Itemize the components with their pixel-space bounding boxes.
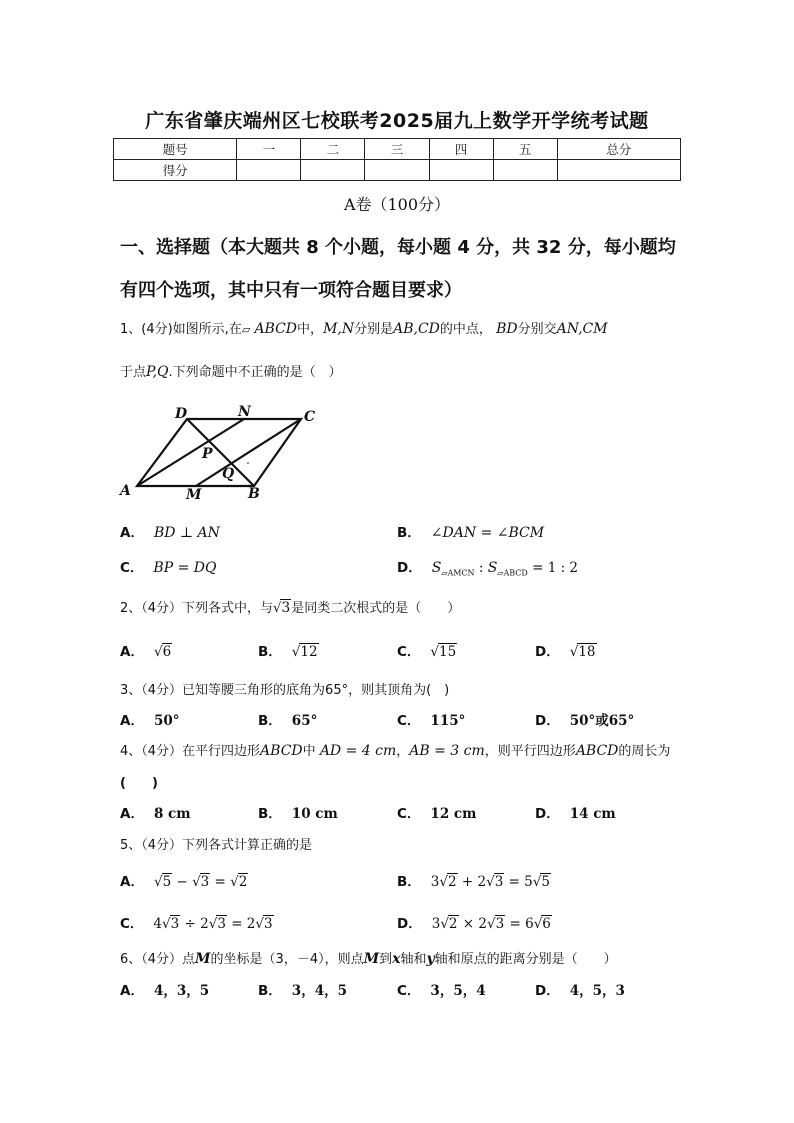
option-label: C．	[397, 644, 421, 660]
option-label: B．	[258, 713, 282, 729]
score-table-cell: 总分	[557, 139, 680, 160]
score-table-cell: 得分	[114, 160, 237, 181]
label-d: D	[175, 406, 188, 422]
label-n: N	[238, 404, 251, 420]
sqrt-symbol: √	[255, 916, 264, 932]
score-table-cell: 一	[237, 139, 301, 160]
sqrt-symbol: √	[153, 874, 163, 890]
q5-option-b[interactable]	[397, 870, 551, 890]
q6-math: y	[426, 951, 435, 967]
radicand: 3	[200, 874, 210, 890]
q6-math: x	[392, 951, 401, 967]
q4-text: ，则平行四边形	[484, 744, 576, 759]
sqrt-symbol: √	[192, 874, 201, 890]
parallelogram-symbol: ▱	[241, 323, 251, 336]
score-table-empty-cell	[493, 160, 557, 181]
option-text: 50°	[153, 713, 180, 729]
question-4-line1	[120, 740, 670, 759]
option-text: =	[210, 874, 231, 890]
q1-math: BD	[496, 321, 518, 337]
option-text: 4	[153, 916, 163, 932]
q6-text: 的坐标是（3，－4），则点	[210, 952, 364, 967]
sqrt-symbol: √	[430, 644, 440, 660]
label-b: B	[248, 486, 260, 502]
q6-option-d[interactable]	[535, 979, 625, 999]
option-text: = 1 : 2	[527, 560, 578, 576]
q1-text: 中，	[297, 322, 324, 337]
q4-math: ABCD	[260, 743, 303, 759]
q6-option-a[interactable]	[120, 979, 209, 999]
option-text: BD ⊥ AN	[153, 525, 220, 541]
q4-math: AB = 3 cm	[409, 743, 485, 759]
q4-option-a[interactable]	[120, 802, 191, 822]
radicand: 6	[542, 916, 551, 932]
q1-option-c[interactable]	[120, 556, 216, 576]
sqrt-symbol: √	[291, 644, 301, 660]
score-table-cell: 五	[493, 139, 557, 160]
option-text: ▱ABCD	[497, 568, 528, 578]
radicand: 5	[541, 874, 550, 890]
score-table-score-row	[114, 160, 681, 181]
option-label: C．	[397, 806, 421, 822]
option-text: 115°	[430, 713, 466, 729]
option-label: B．	[258, 644, 282, 660]
q4-option-d[interactable]	[535, 802, 616, 822]
q1-math: ABCD	[254, 321, 298, 337]
score-table-cell: 二	[301, 139, 365, 160]
section-heading-line1: 一、选择题（本大题共 8 个小题，每小题 4 分，共 32 分，每小题均	[120, 237, 676, 258]
option-text: 4，3，5	[153, 983, 210, 999]
sqrt-symbol: √	[162, 916, 171, 932]
q4-text: 4、（4分）在平行四边形	[120, 744, 261, 759]
option-label: A．	[120, 644, 144, 660]
option-text: 3，5，4	[430, 983, 486, 999]
q2-option-d[interactable]	[535, 640, 597, 660]
option-text: 14 cm	[569, 806, 616, 822]
q6-text: 轴和	[400, 952, 427, 967]
option-label: D．	[397, 560, 422, 576]
radicand: 15	[439, 644, 457, 660]
option-label: D．	[535, 983, 560, 999]
option-label: A．	[120, 874, 144, 890]
radicand: 12	[300, 644, 318, 660]
option-label: B．	[258, 983, 282, 999]
option-label: B．	[258, 806, 282, 822]
score-table-cell: 题号	[114, 139, 237, 160]
option-text: ∠DAN = ∠BCM	[430, 525, 545, 541]
q6-text: 轴和原点的距离分别是（ ）	[434, 952, 617, 967]
question-2	[120, 597, 460, 616]
score-table-empty-cell	[301, 160, 365, 181]
q4-text: 的周长为	[618, 744, 671, 759]
radicand: 6	[162, 644, 172, 660]
radicand: 3	[170, 916, 180, 932]
score-table-header-row	[114, 139, 681, 160]
q2-text: 是同类二次根式的是（ ）	[291, 601, 461, 616]
score-table-cell: 四	[429, 139, 493, 160]
option-text: 12 cm	[430, 806, 477, 822]
sqrt-symbol: √	[532, 874, 542, 890]
option-text: 4，5，3	[569, 983, 625, 999]
radicand: 3	[495, 916, 505, 932]
label-p: P	[202, 446, 213, 462]
option-label: C．	[120, 560, 144, 576]
radicand: 3	[494, 874, 504, 890]
line-bd	[187, 419, 254, 486]
radicand: 2	[448, 874, 457, 890]
option-text: 65°	[291, 713, 318, 729]
option-text: 3，4，5	[291, 983, 347, 999]
question-1-line2	[120, 361, 342, 380]
question-4-line2: ( )	[120, 776, 158, 791]
radicand: 2	[238, 874, 248, 890]
label-m: M	[186, 487, 202, 503]
option-label: A．	[120, 983, 144, 999]
option-label: C．	[397, 713, 421, 729]
option-text: ÷ 2	[180, 916, 209, 932]
option-label: A．	[120, 525, 144, 541]
q4-option-b[interactable]	[258, 802, 338, 822]
option-text: −	[172, 874, 193, 890]
figure-dot	[247, 462, 249, 464]
score-table-empty-cell	[557, 160, 680, 181]
sqrt-symbol: √	[208, 916, 218, 932]
q4-math: AD = 4 cm	[319, 743, 397, 759]
option-text: 10 cm	[291, 806, 338, 822]
option-label: D．	[535, 806, 560, 822]
q2-option-b[interactable]	[258, 640, 319, 660]
sqrt-symbol: √	[439, 874, 448, 890]
option-text: ▱AMCN	[441, 568, 475, 578]
option-text: 50°或65°	[569, 713, 635, 729]
q1-math: P,Q	[146, 364, 169, 380]
option-text: × 2	[458, 916, 487, 932]
option-text: S	[431, 560, 442, 576]
q1-math: AB,CD	[393, 321, 440, 337]
q3-option-a[interactable]	[120, 709, 180, 729]
score-table	[113, 138, 681, 181]
option-label: D．	[535, 713, 560, 729]
option-text: BP = DQ	[153, 560, 217, 576]
q1-text: 的中点，	[439, 322, 492, 337]
option-text: 3	[431, 916, 441, 932]
q5-option-c[interactable]	[120, 912, 274, 932]
volume-heading: A卷（100分）	[343, 195, 451, 214]
q6-math: M	[363, 951, 380, 967]
question-5: 5、（4分）下列各式计算正确的是	[120, 838, 313, 853]
radicand: 2	[448, 916, 458, 932]
label-c: C	[304, 409, 316, 425]
option-label: D．	[535, 644, 560, 660]
label-q: Q	[222, 466, 235, 482]
option-label: A．	[120, 806, 144, 822]
q4-text: 中	[302, 744, 316, 759]
sqrt-symbol: √	[486, 874, 495, 890]
score-table-empty-cell	[237, 160, 301, 181]
radicand: 3	[217, 916, 226, 932]
q1-math: AN,CM	[556, 321, 608, 337]
option-label: A．	[120, 713, 144, 729]
q3-option-b[interactable]	[258, 709, 317, 729]
option-label: B．	[397, 874, 421, 890]
radicand: 3	[281, 600, 291, 616]
q1-option-a[interactable]	[120, 521, 220, 541]
q6-math: M	[195, 951, 211, 967]
score-table-empty-cell	[365, 160, 429, 181]
option-label: C．	[397, 983, 421, 999]
q3-option-d[interactable]	[535, 709, 634, 729]
q4-option-c[interactable]	[397, 802, 476, 822]
q1-text: 分别交	[517, 322, 557, 337]
option-text: = 2	[226, 916, 256, 932]
option-label: B．	[397, 525, 421, 541]
q6-text: 6、（4分）点	[120, 952, 196, 967]
section-heading-line2: 有四个选项，其中只有一项符合题目要求）	[120, 280, 462, 301]
q1-option-d[interactable]	[397, 556, 578, 578]
option-text: :	[474, 560, 488, 576]
option-text: 3	[430, 874, 440, 890]
q1-text: 分别是	[354, 322, 394, 337]
question-1-line1	[120, 318, 608, 337]
q2-text: 2、（4分）下列各式中，与	[120, 601, 274, 616]
sqrt-symbol: √	[569, 644, 579, 660]
q2-option-c[interactable]	[397, 640, 457, 660]
sqrt-symbol: √	[533, 916, 543, 932]
sqrt-symbol: √	[440, 916, 449, 932]
score-table-cell: 三	[365, 139, 429, 160]
option-text: = 6	[505, 916, 534, 932]
option-text: = 5	[504, 874, 533, 890]
sqrt-symbol: √	[153, 644, 163, 660]
q6-option-b[interactable]	[258, 979, 347, 999]
radicand: 3	[264, 916, 273, 932]
score-table-empty-cell	[429, 160, 493, 181]
q1-text: 1、(4分)如图所示,在	[120, 322, 242, 337]
question-3: 3、（4分）已知等腰三角形的底角为65°，则其顶角为( )	[120, 683, 450, 698]
option-text: + 2	[457, 874, 487, 890]
q2-option-a[interactable]	[120, 640, 172, 660]
q5-option-a[interactable]	[120, 870, 248, 890]
label-a: A	[120, 483, 131, 499]
option-text: 8 cm	[153, 806, 191, 822]
sqrt-symbol: √	[273, 601, 282, 616]
q4-text: ，	[396, 744, 410, 759]
q4-math: ABCD	[575, 743, 619, 759]
page-title: 广东省肇庆端州区七校联考2025届九上数学开学统考试题	[145, 110, 649, 132]
sqrt-symbol: √	[487, 916, 496, 932]
radicand: 5	[162, 874, 172, 890]
q6-option-c[interactable]	[397, 979, 486, 999]
parallelogram-figure	[115, 400, 335, 505]
q1-math: M,N	[323, 321, 355, 337]
q6-text: 到	[379, 952, 393, 967]
sqrt-symbol: √	[230, 874, 239, 890]
question-6	[120, 948, 617, 967]
q5-option-d[interactable]	[397, 912, 552, 932]
q1-option-b[interactable]	[397, 521, 544, 541]
q1-text: 于点	[120, 365, 147, 380]
option-label: C．	[120, 916, 144, 932]
q1-text: .下列命题中不正确的是（ ）	[168, 365, 342, 380]
q3-option-c[interactable]	[397, 709, 465, 729]
option-label: D．	[397, 916, 422, 932]
radicand: 18	[578, 644, 596, 660]
option-text: S	[487, 560, 498, 576]
